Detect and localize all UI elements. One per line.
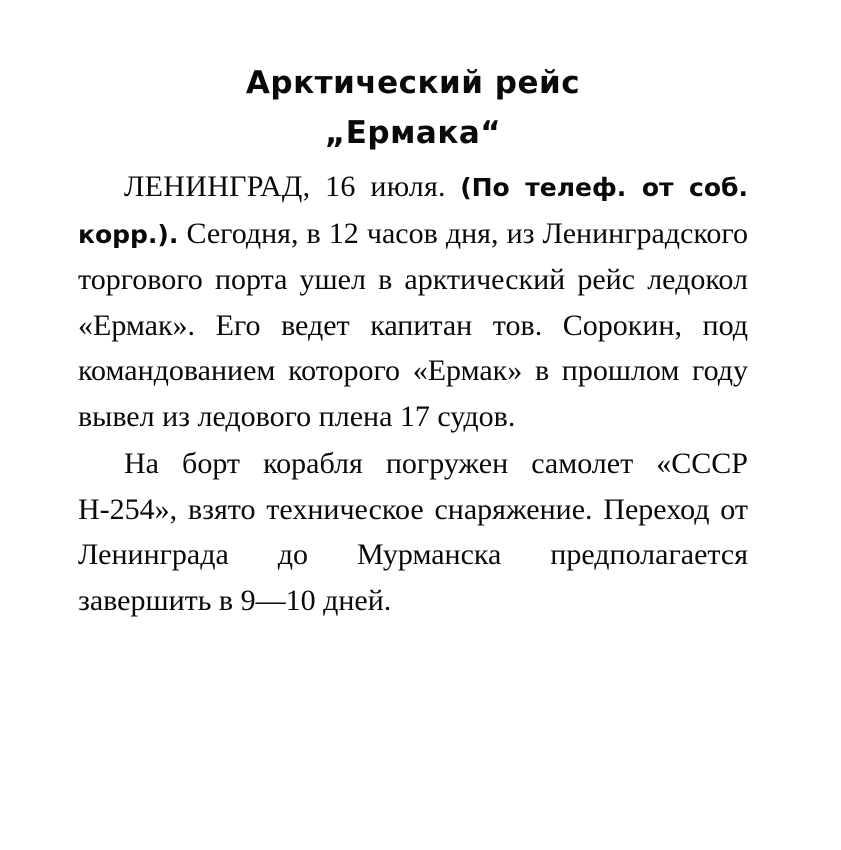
paragraph-1-text: Сегодня, в 12 часов дня, из Ленинградского торгового порта ушел в арктический рейс ледокол «Ермак». Его ведет капитан тов. Сорокин, под командованием которого «Ермак» в прошлом году вывел из ледового плена 17 судов.	[78, 216, 748, 433]
dateline: ЛЕНИНГРАД, 16 июля.	[124, 170, 446, 203]
article-headline	[78, 58, 748, 158]
paragraph-2	[78, 441, 748, 623]
correspondent-credit: (По телеф. от соб. корр.).	[78, 173, 748, 249]
article-body	[78, 164, 748, 623]
headline-line-1: Арктический рейс	[245, 65, 581, 101]
paragraph-1	[78, 164, 748, 439]
news-clipping	[78, 58, 748, 623]
paragraph-2-text: На борт корабля погружен самолет «СССР Н-254», взято техническое снаряжение. Переход от Ленинграда до Мурманска предполагается завершить в 9—10 дней.	[78, 447, 748, 617]
headline-line-2: „Ермака“	[324, 115, 502, 151]
